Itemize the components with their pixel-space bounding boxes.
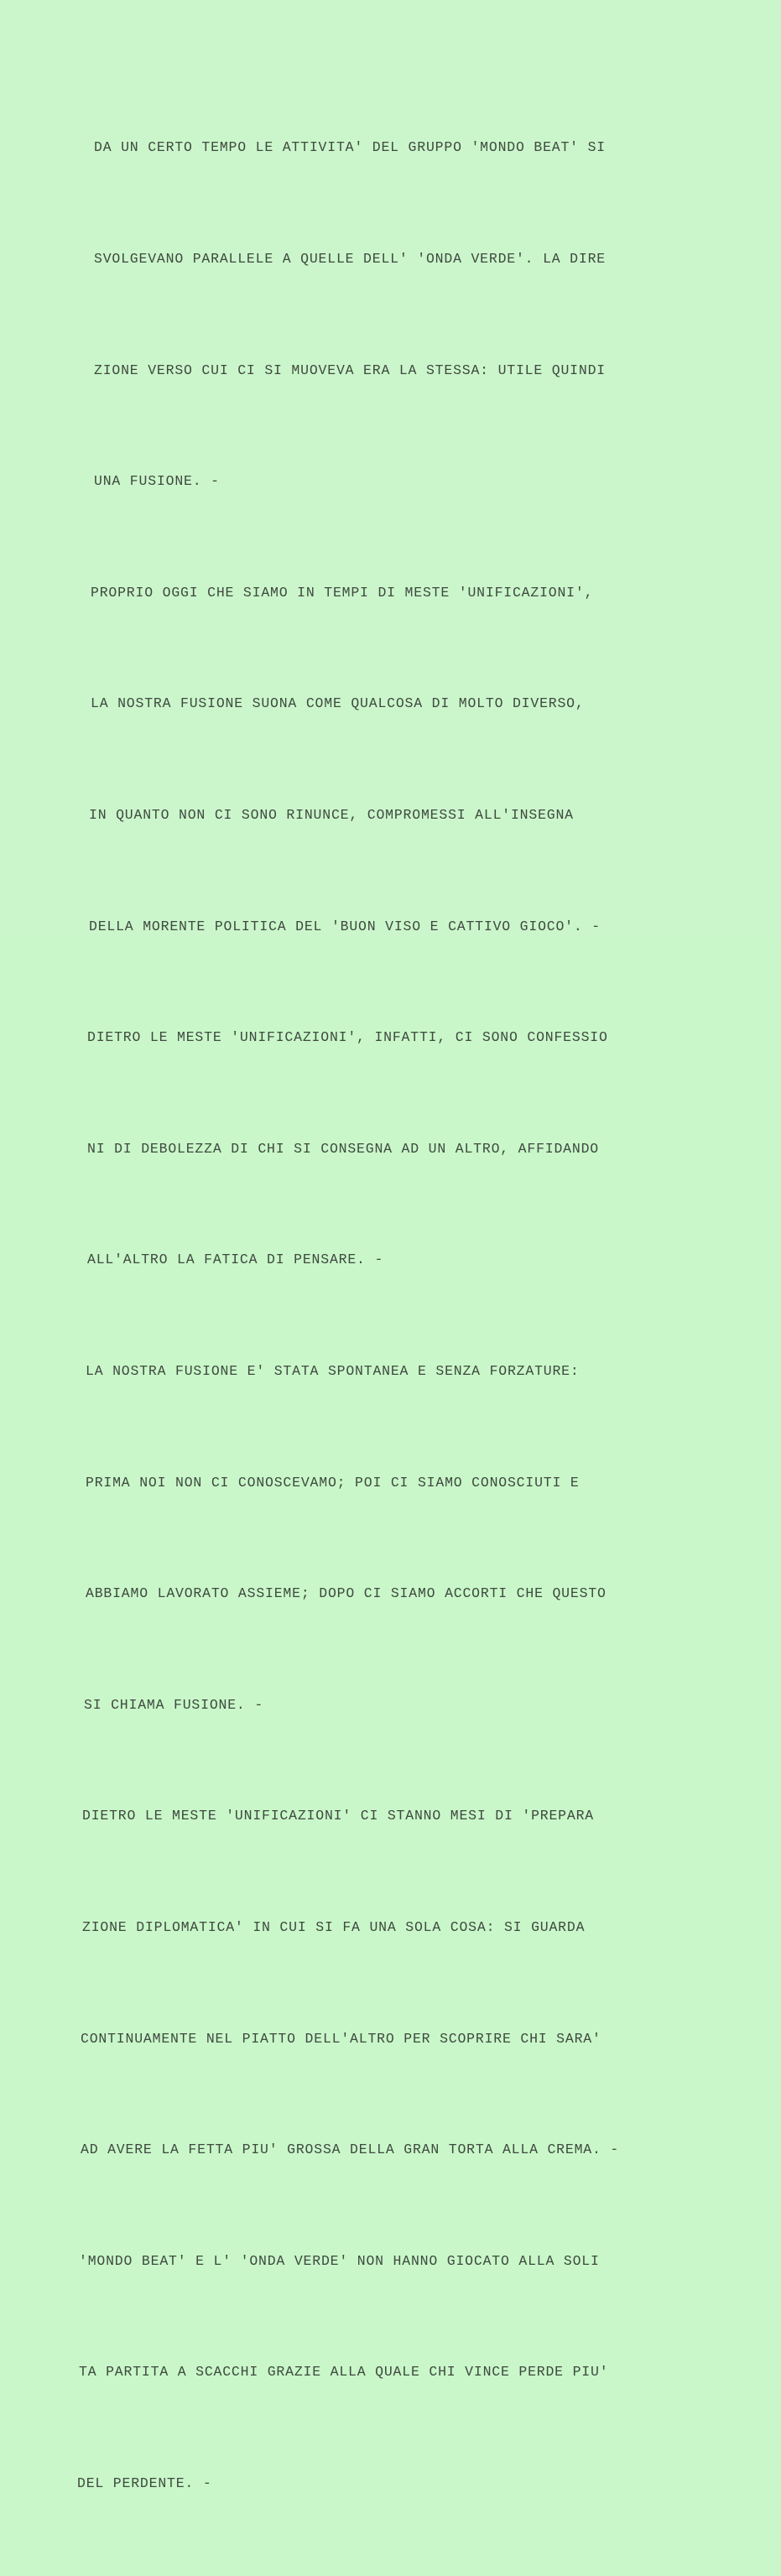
text-line: UNA FUSIONE. - [94, 473, 220, 490]
text-line: ABBIAMO LAVORATO ASSIEME; DOPO CI SIAMO ACCORTI CHE QUESTO [86, 1585, 607, 1602]
text-line: SVOLGEVANO PARALLELE A QUELLE DELL' 'ONDA VERDE'. LA DIRE [94, 251, 606, 267]
text-line: PROPRIO OGGI CHE SIAMO IN TEMPI DI MESTE 'UNIFICAZIONI', [91, 584, 594, 601]
text-line: DIETRO LE MESTE 'UNIFICAZIONI' CI STANNO MESI DI 'PREPARA [82, 1808, 594, 1824]
text-line: SI CHIAMA FUSIONE. - [84, 1696, 264, 1713]
text-line: CONTINUAMENTE NEL PIATTO DELL'ALTRO PER SCOPRIRE CHI SARA' [81, 2030, 601, 2047]
typewritten-text-block [77, 55, 740, 2576]
text-line: LA NOSTRA FUSIONE SUONA COME QUALCOSA DI MOLTO DIVERSO, [91, 695, 585, 712]
text-line: ZIONE VERSO CUI CI SI MUOVEVA ERA LA STESSA: UTILE QUINDI [94, 362, 606, 378]
text-line: LA NOSTRA FUSIONE E' STATA SPONTANEA E SENZA FORZATURE: [86, 1362, 580, 1379]
text-line: DELLA MORENTE POLITICA DEL 'BUON VISO E CATTIVO GIOCO'. - [89, 918, 601, 934]
text-line: DIETRO LE MESTE 'UNIFICAZIONI', INFATTI, CI SONO CONFESSIO [87, 1029, 608, 1046]
text-line: 'MONDO BEAT' E L' 'ONDA VERDE' NON HANNO GIOCATO ALLA SOLI [79, 2252, 600, 2269]
text-line: PRIMA NOI NON CI CONOSCEVAMO; POI CI SIAMO CONOSCIUTI E [86, 1474, 580, 1491]
text-line: ZIONE DIPLOMATICA' IN CUI SI FA UNA SOLA COSA: SI GUARDA [82, 1918, 586, 1935]
text-line: NI DI DEBOLEZZA DI CHI SI CONSEGNA AD UN ALTRO, AFFIDANDO [87, 1140, 599, 1157]
text-line: TA PARTITA A SCACCHI GRAZIE ALLA QUALE CHI VINCE PERDE PIU' [79, 2364, 609, 2381]
text-line: IN QUANTO NON CI SONO RINUNCE, COMPROMESSI ALL'INSEGNA [89, 806, 574, 823]
text-line: DEL PERDENTE. - [77, 2475, 212, 2491]
text-line: AD AVERE LA FETTA PIU' GROSSA DELLA GRAN TORTA ALLA CREMA. - [81, 2141, 620, 2158]
text-line: ALL'ALTRO LA FATICA DI PENSARE. - [87, 1252, 384, 1268]
text-line: DA UN CERTO TEMPO LE ATTIVITA' DEL GRUPPO 'MONDO BEAT' SI [94, 139, 606, 156]
